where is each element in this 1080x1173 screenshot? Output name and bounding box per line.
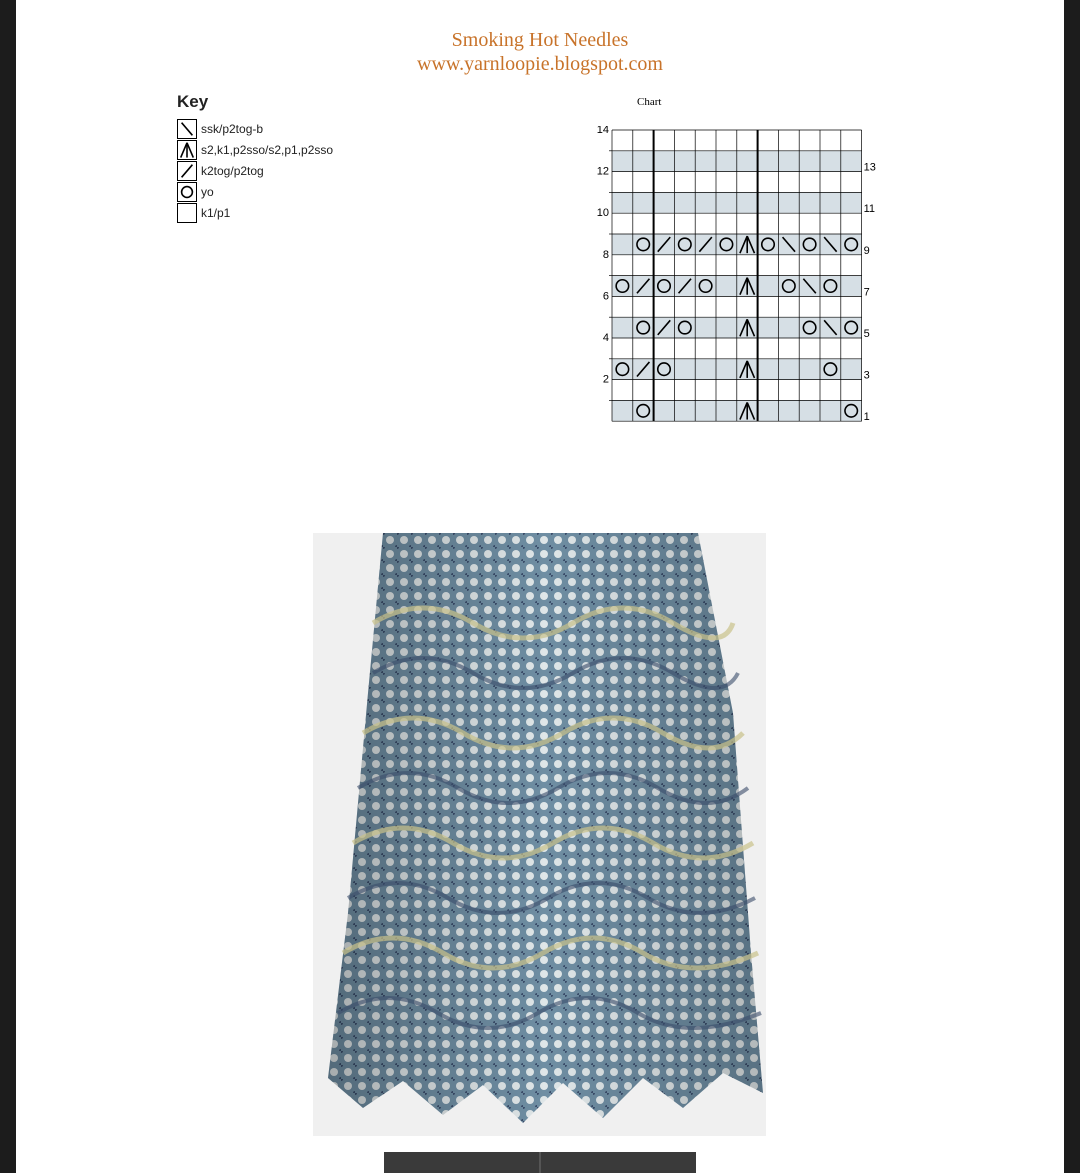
key-title: Key — [177, 92, 209, 111]
ssk-symbol-icon — [177, 119, 197, 139]
chart-row-number-left: 8 — [602, 248, 609, 261]
chart-row-number-right: 11 — [863, 203, 876, 216]
key-item-k2tog — [177, 160, 333, 181]
knit-symbol-icon — [177, 203, 197, 223]
key-item-cdd — [177, 139, 333, 160]
cdd-symbol-icon — [177, 140, 197, 160]
key-item-label: k1/p1 — [201, 205, 231, 220]
chart-row-number-right: 3 — [863, 369, 870, 382]
header-url[interactable]: www.yarnloopie.blogspot.com — [417, 53, 663, 75]
page — [16, 0, 1064, 1173]
chart-row-number-left: 10 — [596, 207, 609, 220]
nav-bar — [384, 1152, 696, 1173]
chart-row-number-left: 6 — [602, 290, 609, 303]
chart-row-number-right: 9 — [863, 244, 870, 257]
key-list — [177, 118, 333, 223]
next-button[interactable] — [541, 1152, 696, 1173]
chart-row-number-right: 5 — [863, 328, 870, 340]
key-item-yo — [177, 181, 333, 202]
chart-row-number-right: 7 — [863, 286, 870, 299]
key-item-label: yo — [201, 184, 214, 199]
key-item-label: s2,k1,p2sso/s2,p1,p2sso — [201, 142, 334, 157]
key-item-knit — [177, 202, 333, 223]
chart-row-number-left: 14 — [596, 126, 609, 136]
knitting-chart — [591, 126, 901, 426]
chart-title: Chart — [637, 96, 662, 108]
key-item-label: ssk/p2tog-b — [201, 121, 264, 136]
key-item-label: k2tog/p2tog — [201, 163, 264, 178]
chart-row-number-right: 13 — [863, 161, 876, 174]
chart-row-number-right: 1 — [863, 411, 870, 424]
chart-row-number-left: 4 — [602, 332, 609, 344]
header — [16, 28, 1064, 76]
lace-scarf-photo — [313, 533, 766, 1136]
chart-row-number-left: 12 — [596, 165, 609, 178]
scarf-image — [313, 533, 766, 1136]
chart-row-number-left: 2 — [602, 373, 609, 386]
header-title: Smoking Hot Needles — [451, 29, 629, 51]
key-item-ssk — [177, 118, 333, 139]
yo-symbol-icon — [177, 182, 197, 202]
k2tog-symbol-icon — [177, 161, 197, 181]
previous-button[interactable] — [384, 1152, 541, 1173]
